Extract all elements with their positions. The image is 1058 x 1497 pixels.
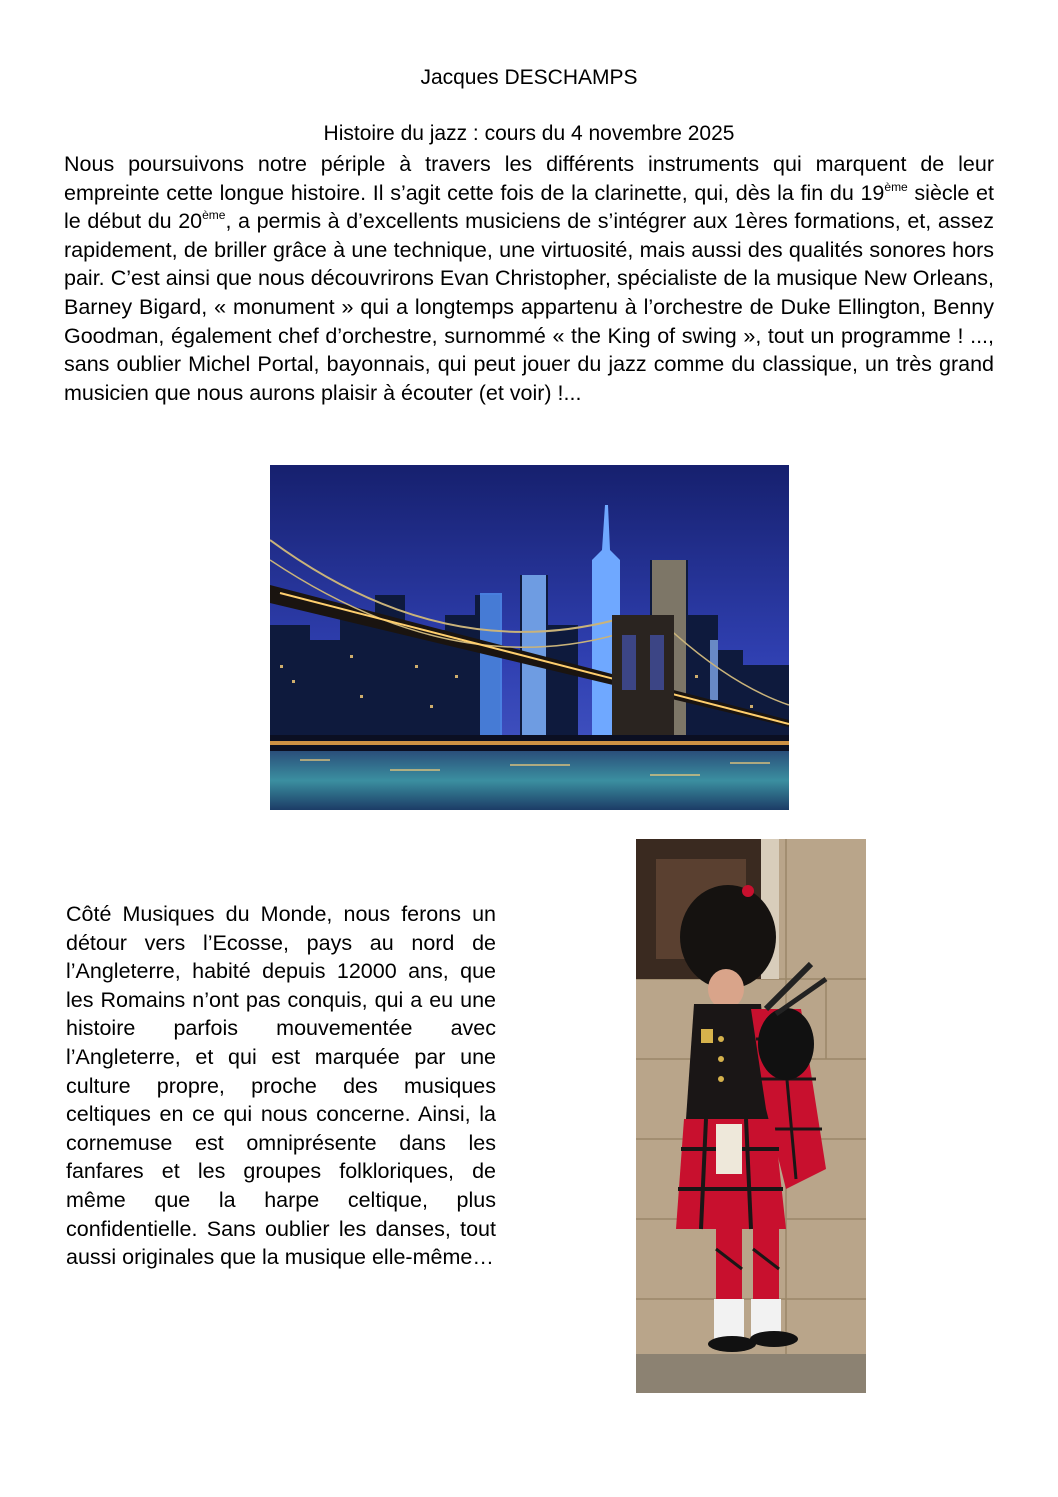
jazz-text-part1: Nous poursuivons notre périple à travers les différents instruments qui marquent de leur empreinte cette longue histoire. Il s’agit cette fois de la clarinette, qui, dès la fin du 19 xyxy=(64,152,994,205)
jazz-paragraph xyxy=(64,150,994,407)
new-york-bridge-photo xyxy=(270,465,789,810)
jazz-text-part3: , a permis à d’excellents musiciens de s’intégrer aux 1ères formations, et, assez rapidement, de briller grâce à une technique, une virtuosité, mais aussi des qualités sonores hors pair. C’est ainsi que nous découvrirons Evan Christopher, spécialiste de la musique New Orleans, Barney Bigard, « monument » qui a longtemps appartenu à l’orchestre de Duke Ellington, Benny Goodman, également chef d’orchestre, surnommé « the King of swing », tout un programme ! ..., sans oublier Michel Portal, bayonnais, qui peut jouer du jazz comme du classique, un très grand musicien que nous aurons plaisir à écouter (et voir) !... xyxy=(64,209,994,405)
world-music-paragraph: Côté Musiques du Monde, nous ferons un détour vers l’Ecosse, pays au nord de l’Angleterre, habité depuis 12000 ans, que les Romains n’ont pas conquis, qui a eu une histoire parfois mouvementée avec l’Angleterre, et qui est marquée par une culture propre, proche des musiques celtiques en ce qui nous concerne. Ainsi, la cornemuse est omniprésente dans les fanfares et les groupes folkloriques, de même que la harpe celtique, plus confidentielle. Sans oublier les danses, tout aussi originales que la musique elle-même… xyxy=(66,902,496,1270)
jazz-text-part2: siècle et le début du 20 xyxy=(64,180,994,234)
bagpiper-photo xyxy=(636,839,866,1393)
author-name: Jacques DESCHAMPS xyxy=(420,66,638,89)
superscript-eme-2: ème xyxy=(202,208,226,223)
course-title: Histoire du jazz : cours du 4 novembre 2025 xyxy=(323,122,735,145)
superscript-eme-1: ème xyxy=(884,179,908,194)
